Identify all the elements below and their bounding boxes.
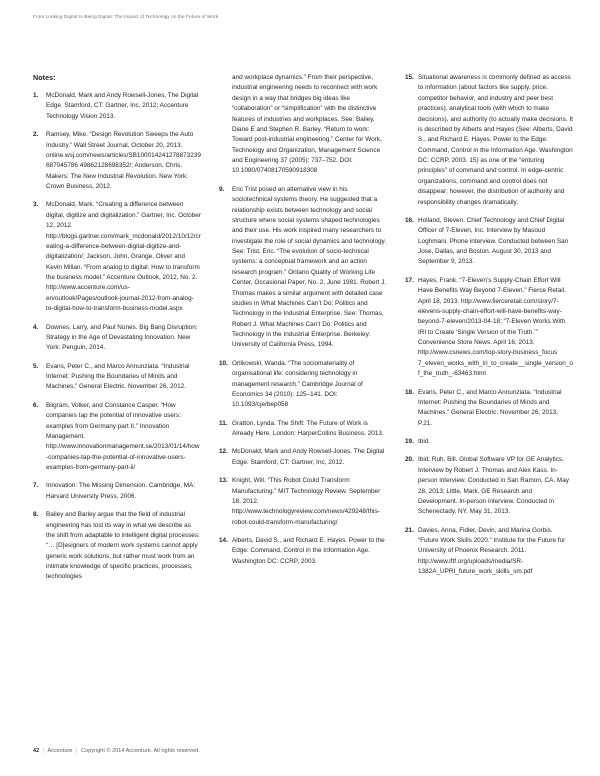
note-number: 16. (405, 216, 414, 224)
note-number: 18. (405, 388, 414, 396)
note-text: Downes, Larry, and Paul Nunes. Big Bang Disruption: Strategy in the Age of Devastating Innovation. New York: Penguin, 2014. (46, 323, 198, 352)
note-number: 7. (33, 482, 39, 490)
note-text: McDonald, Mark and Andy Rowsell-Jones. The Digital Edge. Stamford, CT: Gartner, Inc, 2012. (232, 448, 385, 466)
note-number: 17. (405, 276, 414, 284)
note-text: McDonald, Mark. “Creating a difference between digital, digitize and digitalization.” Gartner, Inc. October 12, 2012. http://blogs.gartner.com/mark_mcdonald/2012/10/12/creating-a-difference-between-digital-digitize-and-digitalization/; Jackson, John, Grange, Oliver and Kevin Millan. “From analog to digital: How to transform the business model.” Accenture Outlook, 2012, No. 2. http://www.accenture.com/us-en/outlook/Pages/outlook-journal-2012-from-analog-to-digital-how-to-transform-business-model.aspx (46, 201, 201, 313)
note-item (219, 359, 387, 411)
notes-heading: Notes: (33, 73, 56, 82)
note-number: 2. (33, 131, 39, 139)
notes-list-1 (33, 91, 201, 583)
notes-column-1 (33, 73, 201, 591)
note-item (405, 526, 573, 578)
note-text: Eric Trist posed an alternative view in his sociotechnical systems theory. He suggested that a relationship exists between technology and social structure where social systems shaped technologies and their use. His work inspired many researchers to investigate the role of social dynamics and technology. See: Trist, Eric. “The evolution of socio-technical systems: a conceptual framework and an action research program.” Ontario Quality of Working Life Center, Occasional Paper, No. 2, June 1981. Robert J. Thomas makes a similar argument with detailed case studies in What Machines Can’t Do: Politics and Technology in the Industrial Enterprise. See: Thomas, Robert J. What Machines Can’t Do: Politics and Technology in the Industrial Enterprise. Berkeley: University of California Press, 1994. (232, 185, 387, 349)
footer-brand: Accenture (47, 748, 73, 754)
note-item (405, 455, 573, 517)
note-item (219, 185, 387, 351)
note-item (405, 276, 573, 380)
note-item (405, 388, 573, 430)
note-text: Orlikowski, Wanda. “The sociomateriality of organisational life: considering technology in management research.” Cambridge Journal of Economics 34 (2010): 125–141. DOI: 10.1093/cje/bep058 (232, 359, 363, 409)
page-footer (33, 748, 200, 754)
note-text: Ibid. (418, 438, 431, 445)
note-number: 15. (405, 74, 414, 81)
note-text: Evans, Peter C., and Marco Annunziata. “Industrial Internet: Pushing the Boundaries of Minds and Machines.” General Electric. November 26, 2013, P.21. (418, 388, 562, 427)
note-item (219, 419, 387, 440)
footer-separator-2: | (76, 748, 78, 754)
note-number: 21. (405, 526, 414, 534)
note-item (405, 216, 573, 268)
note-number: 13. (219, 477, 228, 485)
note-text: and workplace dynamics.” From their perspective, industrial engineering needs to reconnect with work design in a way that bridges big ideas like “collaboration” or “simplification” with the distinctive features of industries and workplaces. See: Bailey, Diane E and Stephen R. Barley. “Return to work: Toward post-industrial engineering.” Center for Work, Technology and Organization, Management Science and Engineering 37 (2005): 737–752. DOI: 10.1080/07408170590918308 (232, 74, 382, 175)
note-item (33, 130, 201, 192)
note-text: Davies, Anna, Fidler, Devin, and Marina Gorbis. “Future Work Skills 2020.” Institute for the Future for University of Phoenix Research. 2011. http://www.iftf.org/uploads/media/SR-1382A_UPRI_future_work_skills_sm.pdf (418, 526, 566, 576)
note-item (219, 447, 387, 468)
note-text: Ramsey, Mike. “Design Revolution Sweeps the Auto Industry.” Wall Street Journal, October 20, 2013. online.wsj.com/news/articles/SB100014241278873239687045786 49862128698352/; Anderson, Chris. Makers: The New Industrial Revolution. New York: Crown Business, 2012. (46, 131, 201, 190)
note-item (405, 437, 573, 447)
note-number: 5. (33, 362, 39, 370)
footer-copyright: Copyright © 2014 Accenture. All rights reserved. (81, 748, 200, 754)
note-number: 12. (219, 448, 228, 456)
note-number: 14. (219, 537, 228, 544)
note-item (33, 200, 201, 314)
note-text: Hayes, Frank. “7-Eleven’s Supply-Chain Effort Will Have Benefits Way Beyond 7-Eleven.” Fierce Retail. April 18, 2013. http://www.fierceretail.com/story/7-elevens-supply-chain-effort-will-have-benefits-way-beyond-7-eleven/2013-04-18; “7-Eleven Works With IRI to Create ‘Single Version of the Truth.’” Convenience Store News. April 16, 2013. http://www.csnews.com/top-story-business_focus 7_eleven_works_with_iri_to_create__single_version_of_the_truth_-63463.html (418, 276, 573, 378)
note-number: 8. (33, 511, 39, 519)
note-text: Innovation: The Missing Dimension. Cambridge, MA: Harvard University Press, 2006. (46, 482, 196, 500)
note-text: McDonald, Mark and Andy Rowsell-Jones, The Digital Edge. Stamford, CT: Gartner, Inc, 2012; Accenture Technology Vision 2013. (46, 92, 199, 120)
note-number: 11. (219, 419, 228, 427)
note-number: 3. (33, 201, 39, 209)
note-item (219, 536, 387, 567)
note-number: 10. (219, 359, 228, 367)
note-item (33, 91, 201, 122)
note-item (33, 362, 201, 393)
note-text: Evans, Peter C., and Marco Annunziata. “Industrial Internet: Pushing the Boundaries of Minds and Machines.” General Electric. November 26, 2012. (46, 362, 190, 391)
note-text: Holland, Steven. Chief Technology and Chief Digital Officer of 7-Eleven, Inc. Interview by Masoud Loghmani. Phone interview. Conducted between San Jose, Dallas, and Boston. August 30, 2013 and September 9, 2013. (418, 216, 569, 266)
running-header: From Looking Digital to Being Digital: The Impact of Technology on the Future of Work (33, 14, 219, 19)
note-text: Bilgram, Volker, and Constance Casper. “How companies tap the potential of innovative users: examples from Germany part II.” Innovation Management. http://www.innovationmanagement.se/2013/01/14/how-companies-tap-the-potential-of-innovative-users-examples-from-germany-part-ii/ (46, 401, 200, 471)
note-text: Alberts, David S., and Richard E. Hayes. Power to the Edge: Command, Control in the Information Age. Washington DC: CCRP, 2003. (232, 537, 385, 565)
note-text: Bailey and Barley argue that the field of industrial engineering has lost its way in what we describe as the shift from adaptable to intelligent digital processes: “… [D]esigners of modern work systems cannot apply generic work solutions, but rather must work from an intimate knowledge of specific practices, processes, technologies (46, 511, 200, 581)
note-item (219, 476, 387, 528)
note-number: 20. (405, 456, 414, 464)
note-item (219, 73, 387, 177)
notes-columns (33, 73, 573, 723)
note-text: Knight, Will. “This Robot Could Transform Manufacturing.” MIT Technology Review. September 18, 2012. http://www.technologyreview.com/news/429248/this-robot-could-transform-manufacturing/ (232, 477, 381, 526)
footer-separator-1: | (42, 748, 45, 754)
note-item (33, 401, 201, 474)
notes-list-3 (405, 73, 573, 578)
note-text: Ibid; Ruh, Bill. Global Software VP for GE Analytics, Interview by Robert J. Thomas and Alex Kass. In-person interview. Conducted in San Ramon, CA. May 28, 2013; Little, Mark. GE Research and Development. In-person interview. Conducted in Schenectady, NY. May 31, 2013. (418, 456, 569, 516)
note-number: 4. (33, 323, 39, 331)
note-item (33, 323, 201, 354)
note-number: 6. (33, 401, 39, 409)
note-number: 9. (219, 185, 225, 193)
note-number: 19. (405, 438, 414, 445)
note-number: 1. (33, 92, 39, 99)
note-item (33, 510, 201, 583)
notes-column-3 (405, 73, 573, 586)
note-item (33, 481, 201, 502)
notes-column-2 (219, 73, 387, 575)
note-text: Situational awareness is commonly defined as access to information (about factors like supply, price, competitor behavior, and industry and peer best practices), analytical tools (with which to make decisions), and authority (to actually make decisions. It is described by Alberts and Hayes (See: Alberts, David S., and Richard E. Hayes. Power to the Edge: Command, Control in the Information Age. Washington DC: CCRP, 2003. 15) as one of the “enturing principles” of command and control. In edge-centric organizations, command and control does not disappear; however, the distribution of authority and responsibility changes dramatically. (418, 74, 573, 206)
note-item (405, 73, 573, 208)
notes-list-2 (219, 73, 387, 567)
note-text: Gratton, Lynda. The Shift: The Future of Work is Already Here. London: HarperCollins Business, 2013. (232, 419, 384, 437)
footer-page-number: 42 (33, 748, 40, 754)
